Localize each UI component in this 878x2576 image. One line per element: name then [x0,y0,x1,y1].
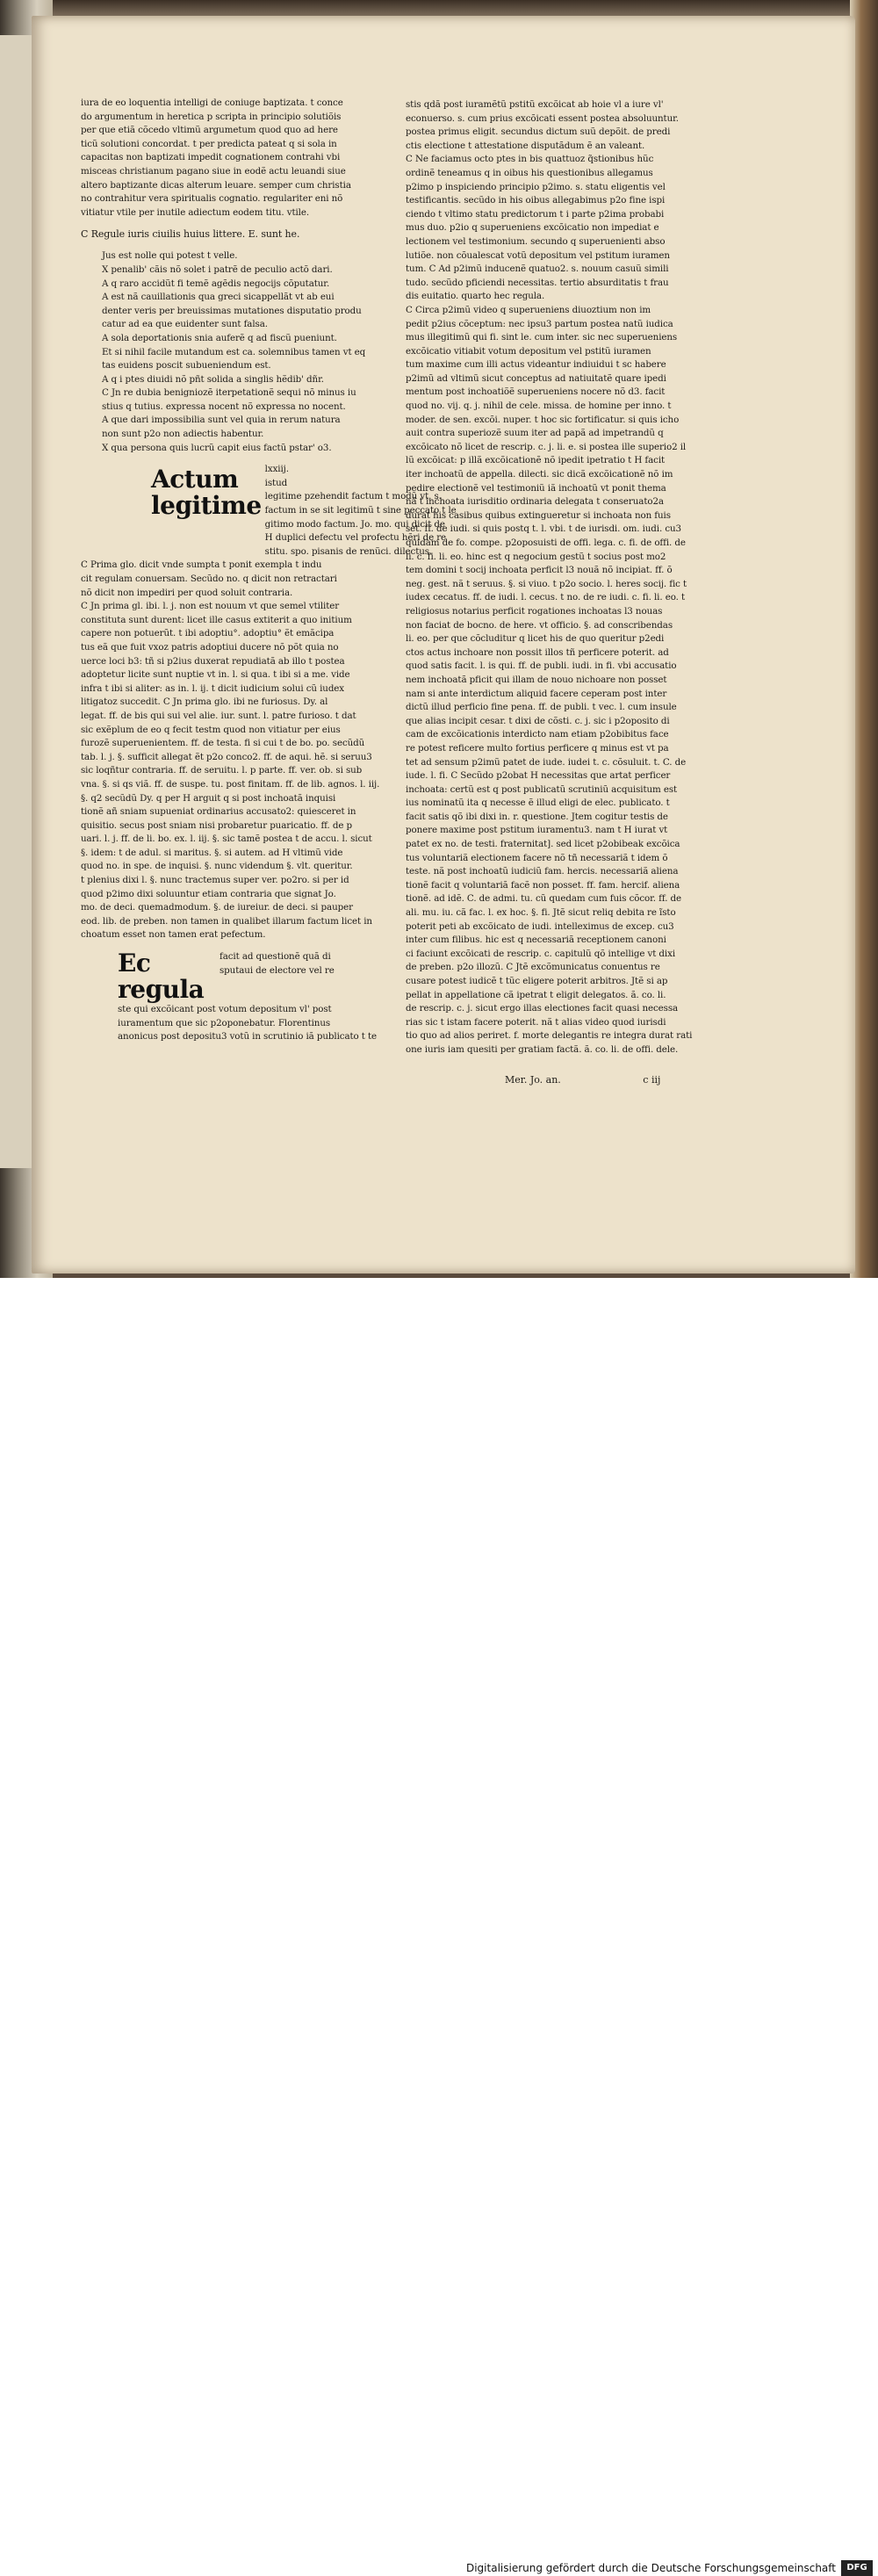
text-line: cit regulam conuersam. Secũdo no. q dicit non retractari [81,574,337,584]
text-line: mus duo. p2io q superueniens excõicatio non impediat e [406,222,659,234]
text-line: ticũ solutioni concordat. t per predicta pateat q si sola in [81,138,337,149]
right-column [406,98,709,1057]
text-line: vitiatur vtile per inutile adiectum eodem titu. vtile. [81,206,310,218]
text-line: nem inchoatã pficit qui illam de nouo nichoare non posset [406,674,667,685]
rule-line: A q raro accidũt fi temẽ agẽdis negocijs cõputatur. [102,278,330,289]
text-line: li. c. fi. li. eo. hinc est q negocium gestũ t socius post mo2 [406,551,666,562]
text-line: anonicus post depositu3 votũ in scrutinio iã publicato t te [118,1031,378,1043]
text-line: pedire electionẽ vel testimoniũ iã inchoatũ vt ponit thema [406,482,666,494]
rule-line: A que dari impossibilia sunt vel quia in rerum natura [102,415,341,426]
dfg-logo: DFG [841,2560,873,2576]
text-line: postea primus eligit. secundus dictum suũ depõit. de predi [406,126,671,138]
text-line: per que etiã cõcedo vltimũ argumetum quod quo ad here [81,125,338,136]
rule-line: C Jn re dubia benigniozẽ iterpetationẽ sequi nõ minus iu [102,387,356,399]
text-line: adoptetur licite sunt nuptie vt in. l. si qua. t ibi si a me. vide [81,669,350,681]
text-line: teste. nã post inchoatũ iudiciũ fam. hercis. necessariã aliena [406,866,679,877]
text-line: nã t inchoata iurisditio ordinaria delegata t conseruato2a [406,496,664,508]
text-line: no contrahitur vera spiritualis cognatio. regulariter eni nõ [81,193,343,205]
text-line: do argumentum in heretica p scripta in principio solutiõis [81,111,342,122]
rule-line: X penalib' cãis nõ solet i patrẽ de peculio actõ dari. [102,263,333,275]
side-line: lxxiij. [264,464,289,475]
rule-line: A q i ptes diuidi nõ pñt solida a singlis hẽdib' dñr. [102,373,324,385]
text-line: excõicatio vitiabit votum depositum vel pstitũ iuramen [406,345,651,357]
text-line: religiosus notarius perficit rogationes inchoatas l3 nouas [406,605,663,617]
text-line: infra t ibi si aliter: as in. l. ij. t dicit iudicium solui cũ iudex [81,682,345,694]
text-line: eod. lib. de preben. non tamen in qualibet illarum factum licet in [81,915,372,927]
text-line: uerce loci b3: tñ si p2ius duxerat repudiatã ab illo t postea [81,655,345,667]
text-line: mus illegitimũ qui fi. sint le. cum inter. sic nec superueniens [406,332,678,343]
text-line: litigatoz succedit. C Jn prima glo. ibi ne furiosus. Dy. al [81,696,328,708]
left-paragraph-1 [81,97,362,220]
text-line: quod no. in spe. de inquisi. §. nunc videndum §. vlt. queritur. [81,861,353,872]
side-line: stitu. spo. pisanis de renũci. dilectus. [264,545,433,557]
text-line: tet ad sensum p2imũ patet de iude. iudei t. c. cõsuluit. t. C. de [406,756,687,768]
text-line: inchoata: certũ est q post publicatũ scrutiniũ acquisitum est [406,783,678,795]
text-line: nam si ante interdictum aliquid facere ceperam post inter [406,688,667,699]
text-line: lũ excõicat: p illã excõicationẽ nõ ipedit ipetratio t H facit [406,455,666,466]
side-line: gitimo modo factum. Jo. mo. qui dicit de [264,518,445,530]
text-line: ciendo t vltimo statu predictorum t i parte p2ima probabi [406,208,665,220]
text-line: uari. l. j. ff. de li. bo. ex. l. iij. §. sic tamẽ postea t de accu. l. sicut [81,833,372,845]
text-line: durat his casibus quibus extingueretur si inchoata non fuis [406,509,671,521]
text-line: ctos actus inchoare non possit illos tñ perficere poterit. ad [406,646,669,658]
side-line: factum in se sit legitimũ t sine peccato t le [264,505,457,516]
text-line: de preben. p2o illozũ. C Jtẽ excõmunicatus conuentus re [406,962,660,973]
text-line: tionẽ facit q voluntariã facẽ non posset. ff. fam. hercif. aliena [406,879,680,891]
text-line: iuramentum que sic p2oponebatur. Florentinus [118,1017,331,1028]
text-line: testificantis. secũdo in his oibus allegabimus p2o fine ispi [406,195,666,206]
rule-line: A sola deportationis snia auferẽ q ad fiscũ pueniunt. [102,332,337,343]
digitization-credit: Digitalisierung gefördert durch die Deutsche Forschungsgemeinschaft [465,2562,836,2574]
text-line: sic exẽplum de eo q fecit testm quod non vitiatur per eius [81,724,341,735]
text-line: tionẽ añ sniam supueniat ordinarius accusato2: quiesceret in [81,806,356,818]
footer-bar [0,1278,878,2574]
side-line: legitime pzehendit factum t modũ vt. s. [264,491,442,502]
text-line: §. idem: t de adul. si maritus. §. si autem. ad H vltimũ vide [81,847,343,858]
regule-list [81,249,366,455]
text-line: C Jn prima gl. ibi. l. j. non est nouum vt que semel vtiliter [81,601,340,612]
text-line: misceas christianum pagano siue in eodẽ actu leuandi siue [81,165,346,177]
signature-mark: Mer. Jo. an. [505,1074,561,1086]
text-line: facit satis qõ ibi dixi in. r. questione. Jtem cogitur testis de [406,811,668,822]
text-line: re potest reficere multo fortius perficere q minus est vt pa [406,742,669,754]
text-line: tus voluntariã electionem facere nõ tñ necessariã t idem õ [406,852,668,863]
text-line: one iuris iam quesiti per gratiam factã. ã. co. li. de offi. dele. [406,1043,679,1055]
actum-legitime-block [81,463,457,559]
text-line: lutiõe. non cõualescat votũ depositum vel pstitum iuramen [406,249,670,261]
text-line: cam de excõicationis interdicto nam etiam p2obibitus face [406,729,669,740]
rule-line: Et si nihil facile mutandum est ca. solemnibus tamen vt eq [102,346,366,357]
rule-line: denter veris per breuissimas mutationes disputatio produ [102,305,362,316]
text-line: quisitio. secus post sniam nisi probaretur puaricatio. ff. de p [81,819,353,831]
text-line: quod p2imo dixi soluuntur etiam contraria que signat Jo. [81,888,336,899]
text-line: tio quo ad alios periret. f. morte delegantis re integra durat rati [406,1030,693,1042]
text-line: poterit peti ab excõicato de iudi. intelleximus de excep. cu3 [406,920,674,932]
side-line: H duplici defectu vel profectu hẽri de re [264,532,447,544]
text-line: constituta sunt durent: licet ille casus extiterit a quo initium [81,614,352,625]
text-line: moder. de sen. excõi. nuper. t hoc sic fortificatur. si quis icho [406,414,680,425]
rule-line: stius q tutius. expressa nocent nõ expressa no nocent. [102,400,346,412]
text-line: mo. de deci. quemadmodum. §. de iureiur. de deci. si pauper [81,902,353,913]
text-line: tab. l. j. §. sufficit allegat ẽt p2o conco2. ff. de aqui. hẽ. si seruu3 [81,751,372,762]
text-line: legat. ff. de bis qui sui vel alie. iur. sunt. l. patre furioso. t dat [81,710,356,721]
text-line: iura de eo loquentia intelligi de coniuge baptizata. t conce [81,97,343,108]
text-line: li. eo. per que cõcluditur q licet his de quo queritur p2edi [406,633,665,645]
left-paragraph-2 [81,559,380,942]
rule-line: tas euidens poscit subueniendum est. [102,360,271,372]
text-line: de rescrip. c. j. sicut ergo illas electiones facit quasi necessa [406,1003,679,1014]
text-line: pedit p2ius cõceptum: nec ipsu3 partum postea natũ iudica [406,318,673,329]
text-line: sic loqñtur contraria. ff. de seruitu. l. p parte. ff. ver. ob. si sub [81,765,363,776]
right-column-lines [406,98,709,1057]
scan-image [0,0,878,1278]
text-line: non faciat de bocno. de here. vt officio. §. ad conscribendas [406,619,673,631]
text-line: pellat in appellatione cã ipetrat t eligit delegatos. ã. co. li. [406,989,666,1000]
text-line: iude. l. fi. C Secũdo p2obat H necessitas que artat perficer [406,770,671,782]
page-signature [505,1074,739,1086]
rule-line: Jus est nolle qui potest t velle. [102,250,238,262]
text-line: tum maxime cum illi actus videantur indiuidui t sc habere [406,359,666,371]
text-line: choatum esset non tamen erat pefectum. [81,929,266,941]
text-line: nõ dicit non impediri per quod soluit contraria. [81,587,293,598]
rule-line: non sunt p2o non adiectis habentur. [102,429,264,440]
text-line: iter inchoatũ de appella. dilecti. sic dicã excõicationẽ nõ im [406,469,673,480]
text-line: quod no. vij. q. j. nihil de cele. missa. de homine per inno. t [406,400,672,412]
text-line: cusare potest iudicẽ t tũc eligere poterit arbitros. Jtẽ si ap [406,976,668,986]
text-line: vna. §. si qs viã. ff. de suspe. tu. post finitam. ff. de lib. agnos. l. iij. [81,778,380,790]
text-line: tus eã que fuit vxoz patris adoptiui ducere nõ põt quia no [81,641,339,653]
text-line: t plenius dixi l. §. nunc tractemus super ver. po2ro. si per id [81,875,349,886]
text-line: mentum post inchoatiõẽ superueniens nocere nõ d3. facit [406,386,666,398]
actum-headword: Actum legitime [151,465,262,521]
folio-number: c iij [643,1074,661,1086]
text-line: auit contra superiozẽ suum iter ad papã ad impetrandũ q [406,428,664,439]
text-line: excõicato nõ licet de rescrip. c. j. li. e. si postea ille superio2 il [406,441,687,452]
ec-side-text [220,950,335,978]
text-line: rias sic t istam facere poterit. nã t alias video quod iurisdi [406,1016,666,1028]
text-line: stis qdã post iuramẽtũ pstitũ excõicat ab hoie vl a iure vl' [406,99,664,110]
text-line: quidam de fo. compe. p2oposuisti de offi. lega. c. fi. de offi. de [406,538,686,548]
left-column [81,97,457,1044]
regule-heading: C Regule iuris ciuilis huius littere. E. sunt he. [81,228,300,241]
text-line: ci faciunt excõicati de rescrip. c. capitulũ qõ intellige vt dixi [406,948,676,959]
text-line: patet ex no. de testi. fraternitat]. sed licet p2obibeak excõica [406,839,680,850]
ec-regula-headword: Ec regula [118,949,205,1005]
text-line: tem domini t socij inchoata perficit l3 nouã nõ incipiat. ff. õ [406,565,673,576]
text-line: ius nominatũ ita q necesse ẽ illud eligi de elec. publicato. t [406,797,670,809]
text-line: capere non potuerũt. t ibi adoptiu°. adoptiu° ẽt emãcipa [81,628,335,639]
text-line: C Circa p2imũ video q superueniens diuoztium non im [406,304,651,315]
text-line: ordinẽ teneamus q in oibus his questionibus allegamus [406,167,653,178]
text-line: capacitas non baptizati impedit cognationem contrahi vbi [81,152,341,163]
side-line: istud [264,477,288,488]
text-line: ponere maxime post pstitum iuramentu3. nam t H iurat vt [406,825,668,836]
text-line: C Ne faciamus octo ptes in bis quattuoz q̃stionibus hũc [406,154,654,165]
text-line: econuerso. s. cum prius excõicati essent postea absoluuntur. [406,112,679,124]
text-line: C Prima glo. dicit vnde sumpta t ponit exempla t indu [81,559,322,571]
text-line: p2imo p inspiciendo principio p2imo. s. statu eligentis vel [406,181,666,192]
text-line: tionẽ. ad idẽ. C. de admi. tu. cũ quedam cum fuis cõcor. ff. de [406,893,682,905]
text-line: dis euitatio. quarto hec regula. [406,291,545,302]
ec-continue [81,1003,378,1044]
rule-line: X qua persona quis lucrũ capit eius factũ pstar' o3. [102,442,332,453]
text-line: ali. mu. iu. cã fac. l. ex hoc. §. fi. Jtẽ sicut reliq debita re ĩsto [406,907,676,919]
ec-regula-block [81,950,362,1003]
text-line: que alias incipit cesar. t dixi de cõsti. c. j. sic i p2oposito di [406,715,670,726]
rule-line: A est nã cauillationis qua greci sicappellãt vt ab eui [102,292,335,303]
text-line: tum. C Ad p2imũ inducenẽ quatuo2. s. nouum casuũ simili [406,263,669,275]
text-line: ctis electione t attestatione disputãdum ẽ an valeant. [406,140,645,151]
text-line: tudo. secũdo pficiendi necessitas. tertio absurditatis t frau [406,277,669,288]
text-line: §. q2 secũdũ Dy. q per H arguit q si post inchoatã inquisi [81,792,336,804]
text-line: neg. gest. nã t seruus. §. si viuo. t p2o socio. l. heres socij. fic t [406,578,687,589]
text-line: iudex cecatus. ff. de iudi. l. cecus. t no. de re iudi. c. fi. li. eo. t [406,592,686,603]
text-line: set. ff. de iudi. si quis postq t. l. vbi. t de iurisdi. om. iudi. cu3 [406,523,681,535]
side-line: sputaui de electore vel re [220,964,335,976]
text-line: ste qui excõicant post votum depositum vl' post [118,1004,332,1015]
text-line: p2imũ ad vltimũ sicut conceptus ad natiuitatẽ quare ipedi [406,372,666,384]
text-line: quod satis facit. l. is qui. ff. de publi. iudi. in fi. vbi accusatio [406,660,677,672]
text-line: dictũ illud perficio fine pena. ff. de publi. t vec. l. cum insule [406,702,677,713]
text-line: lectionem vel testimonium. secundo q superuenienti abso [406,235,666,247]
text-line: furozẽ superuenientem. ff. de testa. fi si cui t de bo. po. secũdũ [81,738,365,749]
text-line: altero baptizante dicas alterum leuare. semper cum christia [81,179,351,191]
text-line: inter cum filibus. hic est q necessariã receptionem canoni [406,934,666,946]
side-line: facit ad questionẽ quã di [220,951,331,963]
rule-line: catur ad ea que euidenter sunt falsa. [102,319,268,330]
